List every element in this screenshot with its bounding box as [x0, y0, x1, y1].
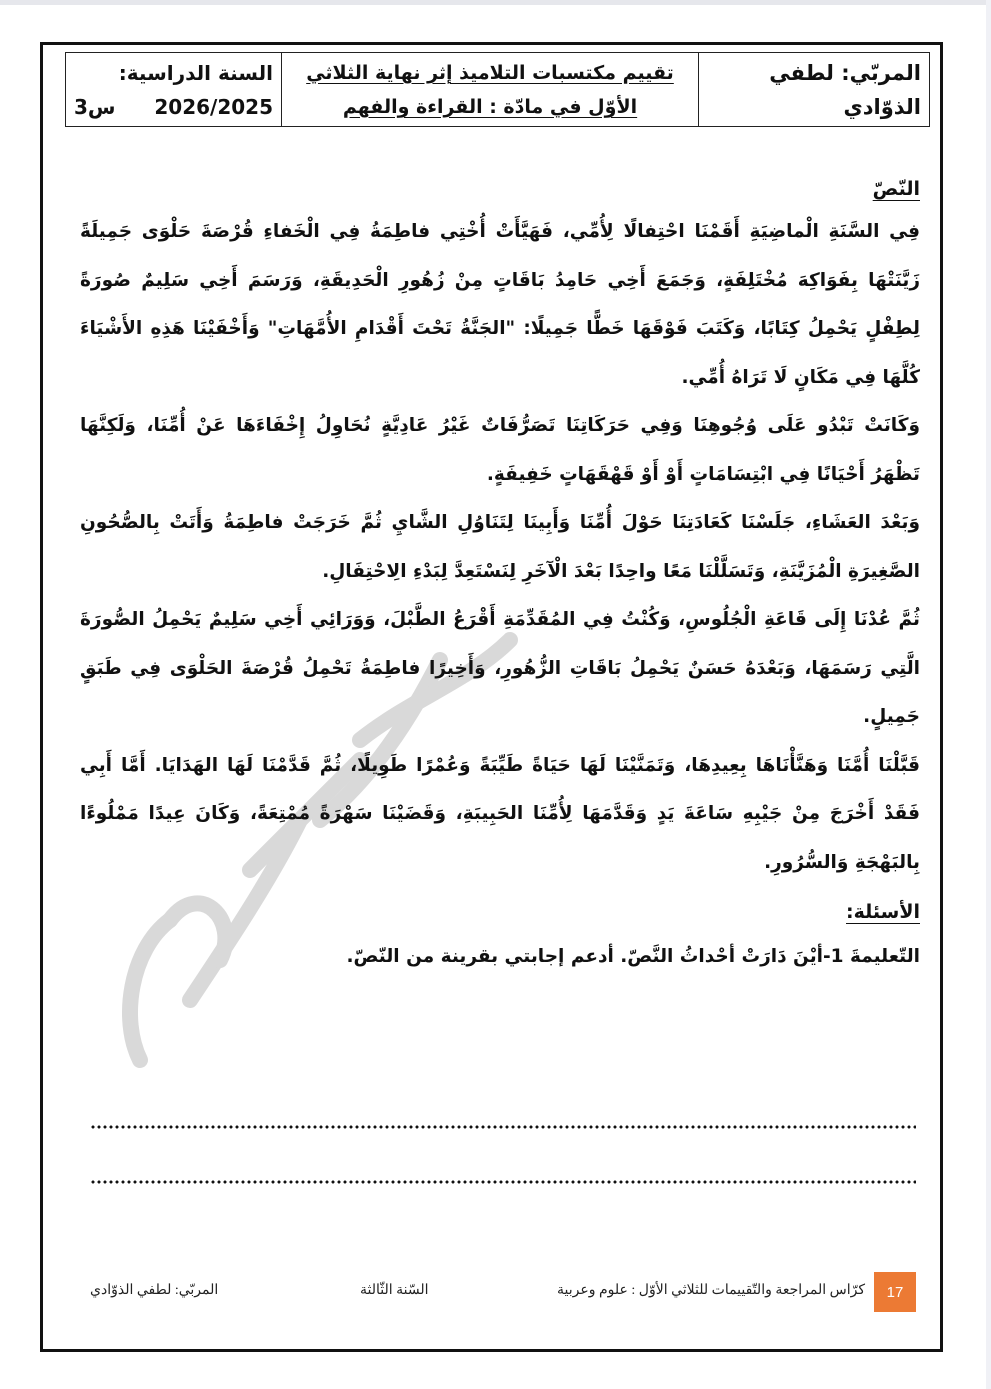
footer-teacher: المربّي: لطفي الذوّادي	[90, 1283, 219, 1298]
exam-title-line1: تقييم مكتسبات التلاميذ إثر نهاية الثلاثي	[306, 62, 674, 84]
footer-book-title: كرّاس المراجعة والتّقييمات للثلاثي الأوّل : علوم وعربية	[557, 1283, 865, 1298]
exam-title-line2: الأوّل في مادّة : القراءة والفهم	[342, 96, 638, 118]
text-paragraph: فِي السَّنَةِ الْماضِيَةِ أَقَمْنَا احْتِفالًا لِأُمِّي، فَهَيَّأَتْ أُخْتِي فاطِمَةُ فِي الْخَفاءِ قُرْصَةَ حَلْوَى جَمِيلَةً زَيَّنَتْهَا بِفَوَاكِهَ مُخْتَلِفَةٍ، وَجَمَعَ أَخِي حَامِدُ بَاقَاتٍ مِنْ زُهُورِ الْحَدِيقَةِ، وَرَسَمَ أَخِي سَلِيمٌ صُورَةً لِطِفْلٍ يَحْمِلُ كِتَابًا، وَكَتَبَ فَوْقَهَا خَطًّا جَمِيلًا: "الجَنَّةُ تَحْتَ أَقْدَامِ الأُمَّهَاتِ" وَأَخْفَيْنَا هَذِهِ الأَشْيَاءَ كُلَّهَا فِي مَكَانٍ لَا تَرَاهُ أُمِّي.	[80, 221, 920, 388]
school-year-label: السنة الدراسية:	[118, 61, 273, 85]
questions-title: الأسئلة:	[846, 901, 920, 923]
exam-header-table	[65, 52, 930, 127]
page-footer	[60, 1270, 920, 1320]
scan-top-edge	[0, 0, 991, 5]
text-paragraph: وَبَعْدَ العَشَاءِ، جَلَسْنَا كَعَادَتِنَا حَوْلَ أُمِّنَا وَأَبِينَا لِتَنَاوُلِ الشَّايِ ثُمَّ خَرَجَتْ فاطِمَةُ وَأَتَتْ بِالصُّحُونِ الصَّغِيرَةِ الْمُزَيَّنَةِ، وَتَسَلَّلْنَا مَعًا واحِدًا بَعْدَ الْآخَرِ لِنَسْتَعِدَّ لِبَدْءِ الِاحْتِفَالِ.	[80, 512, 920, 582]
exam-body	[80, 172, 920, 977]
header-teacher-cell	[698, 53, 929, 126]
header-year-cell	[66, 53, 281, 126]
answer-line[interactable]	[90, 1124, 916, 1130]
text-paragraph: ثُمَّ عُدْنَا إِلَى قَاعَةِ الْجُلُوسِ، وَكُنْتُ فِي المُقَدِّمَةِ أَقْرَعُ الطَّبْلَ، وَوَرَائِي أَخِي سَلِيمٌ يَحْمِلُ الصُّورَةَ الَّتِي رَسَمَهَا، وَبَعْدَهُ حَسَنٌ يَحْمِلُ بَاقَاتِ الزُّهُورِ، وَأَخِيرًا فاطِمَةُ تَحْمِلُ قُرْصَةَ الحَلْوَى فِي طَبَقٍ جَمِيلٍ.	[80, 609, 920, 727]
page-number-badge: 17	[874, 1272, 916, 1312]
grade-level: س3	[74, 95, 116, 119]
question-item	[80, 937, 920, 977]
text-section-title: النّصّ	[872, 178, 920, 200]
teacher-name: المربّي: لطفي الذوّادي	[769, 61, 921, 119]
header-title-cell	[281, 53, 698, 126]
answer-line[interactable]	[90, 1179, 916, 1185]
school-year: 2026/2025	[154, 95, 273, 119]
text-paragraph: قَبَّلْنَا أُمَّنَا وَهَنَّأْنَاهَا بِعِيدِهَا، وَتَمَنَّيْنَا لَهَا حَيَاةً طَيِّبَةً وَعُمْرًا طَوِيلًا، ثُمَّ قَدَّمْنَا لَهَا الهَدَايَا. أَمَّا أَبِي فَقَدْ أَخْرَجَ مِنْ جَيْبِهِ سَاعَةَ يَدٍ وَقَدَّمَهَا لِأُمِّنَا الحَبِيبَةِ، وَقَضَيْنَا سَهْرَةً مُمْتِعَةً، وَكَانَ عِيدًا مَمْلُوءًا بِالبَهْجَةِ وَالسُّرُورِ.	[80, 754, 920, 873]
question-text: أيْنَ دَارَتْ أحْداثُ النَّصّ. أدعم إجابتي بقرينة من النّصّ.	[346, 946, 823, 967]
footer-grade: السّنة الثّالثة	[360, 1283, 429, 1298]
question-label: التّعليمةَ 1-	[822, 946, 920, 967]
text-paragraph: وَكَانَتْ تَبْدُو عَلَى وُجُوهِنَا وَفِي حَرَكَاتِنَا تَصَرُّفَاتٌ غَيْرُ عَادِيَّةٍ نُحَاوِلُ إِخْفَاءَهَا عَنْ أُمِّنَا، وَلَكِنَّهَا تَظْهَرُ أَحْيَانًا فِي ابْتِسَامَاتٍ أَوْ أَوْ قَهْقَهَاتٍ خَفِيفَةٍ.	[80, 415, 920, 485]
scan-right-edge	[986, 0, 991, 1389]
